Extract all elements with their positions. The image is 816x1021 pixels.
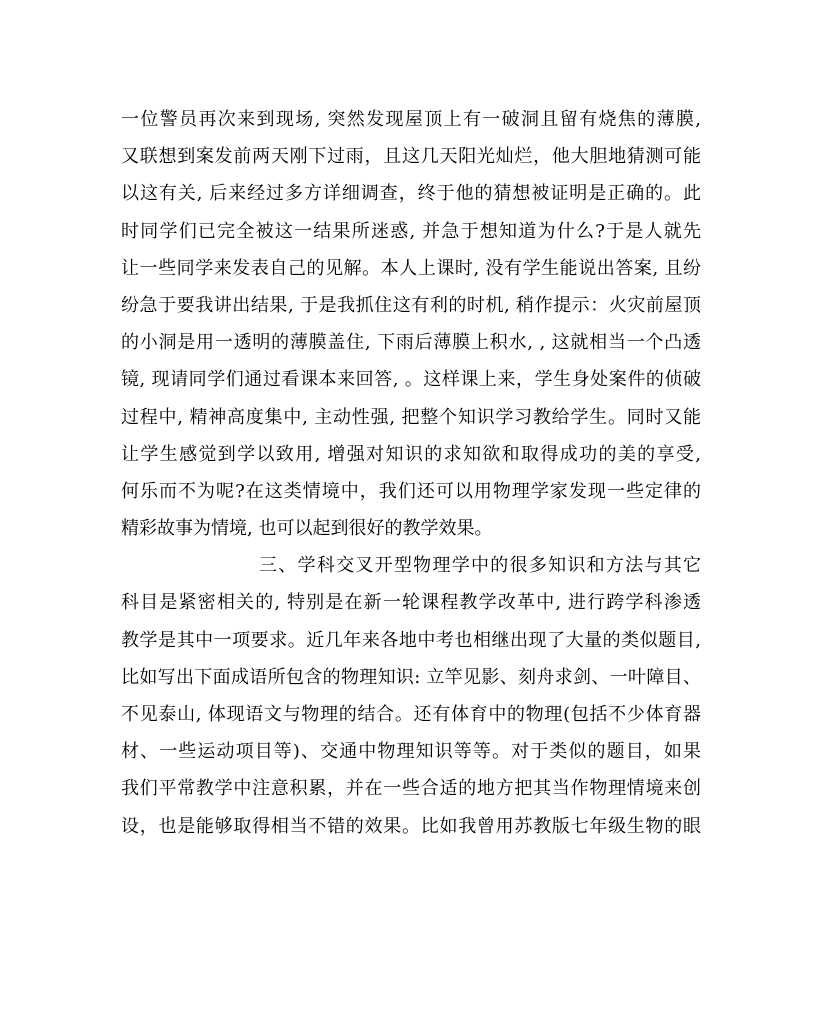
section-heading-line: 三、学科交叉开型物理学中的很多知识和方法与其它 (259, 555, 701, 577)
text-line-12: 精彩故事为情境, 也可以起到很好的教学效果。 (121, 518, 493, 540)
text-line-11: 何乐而不为呢?在这类情境中，我们还可以用物理学家发现一些定律的 (121, 480, 701, 502)
text-line-8: 镜, 现请同学们通过看课本来回答, 。这样课上来，学生身处案件的侦破 (121, 369, 701, 391)
text-line-9: 过程中, 精神高度集中, 主动性强, 把整个知识学习教给学生。同时又能 (121, 406, 701, 428)
text-line-14: 科目是紧密相关的, 特别是在新一轮课程教学改革中, 进行跨学科渗透 (121, 592, 701, 614)
body-text (121, 101, 701, 845)
text-line-2: 又联想到案发前两天刚下过雨，且这几天阳光灿烂，他大胆地猜测可能 (121, 146, 701, 168)
text-line-16: 比如写出下面成语所包含的物理知识: 立竿见影、刻舟求剑、一叶障目、 (121, 666, 701, 688)
text-line-19: 我们平常教学中注意积累，并在一些合适的地方把其当作物理情境来创 (121, 778, 701, 800)
text-line-4: 时同学们已完全被这一结果所迷惑, 并急于想知道为什么?于是人就先 (121, 220, 701, 242)
text-line-17: 不见泰山, 体现语文与物理的结合。还有体育中的物理(包括不少体育器 (121, 704, 701, 725)
text-line-10: 让学生感觉到学以致用, 增强对知识的求知欲和取得成功的美的享受, (121, 443, 701, 465)
text-line-5: 让一些同学来发表自己的见解。本人上课时, 没有学生能说出答案, 且纷 (121, 257, 701, 279)
text-line-3: 以这有关, 后来经过多方详细调查，终于他的猜想被证明是正确的。此 (121, 183, 701, 205)
text-line-20: 设，也是能够取得相当不错的效果。比如我曾用苏教版七年级生物的眼 (121, 815, 701, 837)
text-line-1: 一位警员再次来到现场, 突然发现屋顶上有一破洞且留有烧焦的薄膜, (121, 109, 701, 130)
text-line-15: 教学是其中一项要求。近几年来各地中考也相继出现了大量的类似题目, (121, 629, 701, 651)
text-line-18: 材、一些运动项目等)、交通中物理知识等等。对于类似的题目，如果 (121, 741, 701, 763)
text-line-6: 纷急于要我讲出结果, 于是我抓住这有利的时机, 稍作提示：火灾前屋顶 (121, 294, 701, 316)
text-line-7: 的小洞是用一透明的薄膜盖住, 下雨后薄膜上积水, , 这就相当一个凸透 (121, 332, 701, 354)
